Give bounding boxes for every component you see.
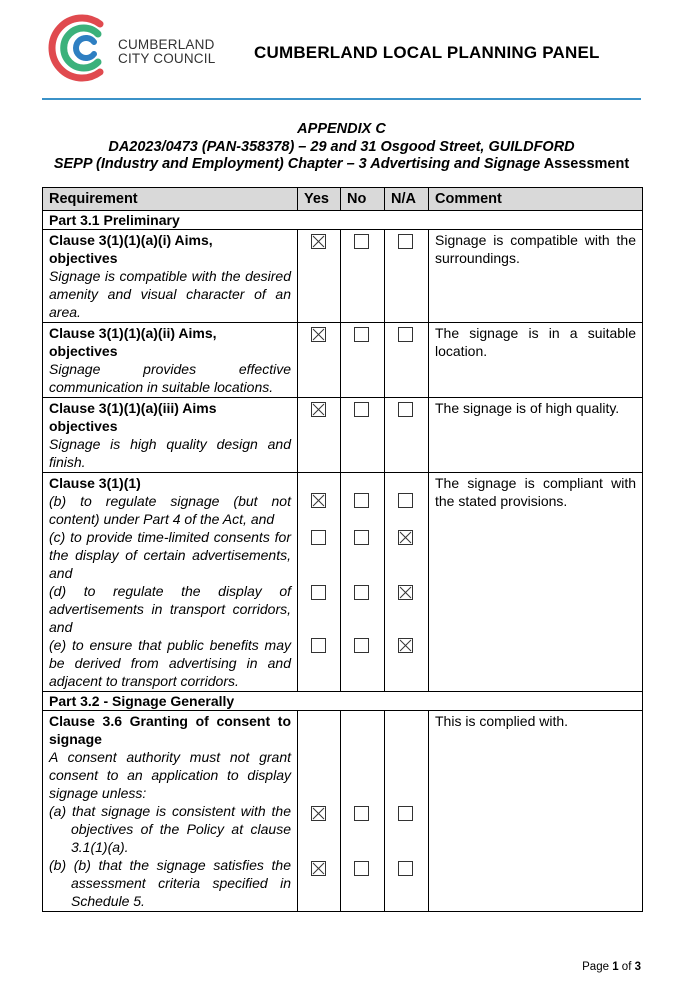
checkbox-icon[interactable] <box>354 638 369 653</box>
condition-b: (b) (b) that the signage satisfies the assessment criteria specified in Schedule 5. <box>49 857 291 909</box>
yes-cell <box>298 473 341 692</box>
section-row <box>43 211 643 230</box>
requirement-cell <box>43 711 298 912</box>
header-comment: Comment <box>429 188 643 211</box>
requirement-text: Signage provides effective communication in suitable locations. <box>49 361 291 395</box>
checkbox-icon[interactable] <box>354 493 369 508</box>
na-cell <box>385 323 429 398</box>
table-row <box>43 323 643 398</box>
header-yes: Yes <box>298 188 341 211</box>
table-row <box>43 473 643 692</box>
na-cell <box>385 230 429 323</box>
na-cell <box>385 711 429 912</box>
requirement-cell <box>43 230 298 323</box>
checkbox-icon[interactable] <box>398 327 413 342</box>
requirement-cell <box>43 398 298 473</box>
clause-title: Clause 3(1)(1)(a)(iii) Aims objectives <box>49 400 217 434</box>
provision-c: (c) to provide time-limited consents for the display of certain advertisements, and <box>49 529 291 581</box>
provision-d: (d) to regulate the display of advertisements in transport corridors, and <box>49 583 291 635</box>
no-cell <box>341 230 385 323</box>
no-cell <box>341 398 385 473</box>
checkbox-icon[interactable] <box>311 585 326 600</box>
checked-box-icon[interactable] <box>311 234 326 249</box>
yes-cell <box>298 323 341 398</box>
checkbox-icon[interactable] <box>398 861 413 876</box>
header-divider <box>42 98 641 100</box>
document-heading <box>42 121 641 174</box>
clause-title: Clause 3(1)(1)(a)(i) Aims, objectives <box>49 232 213 266</box>
checkbox-icon[interactable] <box>398 806 413 821</box>
na-cell <box>385 473 429 692</box>
yes-cell <box>298 230 341 323</box>
requirement-intro: A consent authority must not grant consent to an application to display signage unless: <box>49 749 291 801</box>
requirement-cell <box>43 323 298 398</box>
na-cell <box>385 398 429 473</box>
comment-cell: The signage is in a suitable location. <box>429 323 643 398</box>
table-row <box>43 230 643 323</box>
comment-cell: The signage is compliant with the stated provisions. <box>429 473 643 692</box>
header-na: N/A <box>385 188 429 211</box>
requirement-cell <box>43 473 298 692</box>
checked-box-icon[interactable] <box>398 638 413 653</box>
provision-e: (e) to ensure that public benefits may be derived from advertising in and adjacent to transport corridors. <box>49 637 291 689</box>
checkbox-icon[interactable] <box>398 234 413 249</box>
checked-box-icon[interactable] <box>311 402 326 417</box>
checkbox-icon[interactable] <box>354 806 369 821</box>
comment-cell: The signage is of high quality. <box>429 398 643 473</box>
no-cell <box>341 473 385 692</box>
table-header-row <box>43 188 643 211</box>
checkbox-icon[interactable] <box>354 327 369 342</box>
comment-cell: Signage is compatible with the surroundings. <box>429 230 643 323</box>
checkbox-icon[interactable] <box>354 861 369 876</box>
table-row <box>43 711 643 912</box>
requirement-text: Signage is high quality design and finish. <box>49 436 291 470</box>
section-title: Part 3.1 Preliminary <box>43 211 643 230</box>
provision-b: (b) to regulate signage (but not content) under Part 4 of the Act, and <box>49 493 291 527</box>
condition-a: (a) that signage is consistent with the objectives of the Policy at clause 3.1(1)(a). <box>49 803 291 855</box>
checked-box-icon[interactable] <box>311 861 326 876</box>
header-requirement: Requirement <box>43 188 298 211</box>
da-reference: DA2023/0473 (PAN-358378) – 29 and 31 Osgood Street, GUILDFORD <box>108 138 575 155</box>
logo-wordmark: CUMBERLAND CITY COUNCIL <box>118 37 216 66</box>
section-row <box>43 692 643 711</box>
yes-cell <box>298 398 341 473</box>
yes-cell <box>298 711 341 912</box>
clause-title: Clause 3(1)(1) <box>49 475 141 491</box>
checked-box-icon[interactable] <box>398 585 413 600</box>
checkbox-icon[interactable] <box>311 530 326 545</box>
no-cell <box>341 711 385 912</box>
checkbox-icon[interactable] <box>398 493 413 508</box>
comment-cell: This is complied with. <box>429 711 643 912</box>
checkbox-icon[interactable] <box>311 638 326 653</box>
checked-box-icon[interactable] <box>311 493 326 508</box>
section-title: Part 3.2 - Signage Generally <box>43 692 643 711</box>
cumberland-logo-icon <box>48 14 114 82</box>
page-number: Page 1 of 3 <box>582 961 641 973</box>
checked-box-icon[interactable] <box>398 530 413 545</box>
checkbox-icon[interactable] <box>398 402 413 417</box>
clause-title: Clause 3.6 Granting of consent to signage <box>49 713 291 747</box>
table-row <box>43 398 643 473</box>
no-cell <box>341 323 385 398</box>
assessment-title: SEPP (Industry and Employment) Chapter – 3 Advertising and Signage Assessment <box>53 156 630 172</box>
assessment-table <box>42 187 643 912</box>
checked-box-icon[interactable] <box>311 327 326 342</box>
checkbox-icon[interactable] <box>354 585 369 600</box>
clause-title: Clause 3(1)(1)(a)(ii) Aims, objectives <box>49 325 217 359</box>
checkbox-icon[interactable] <box>354 234 369 249</box>
checkbox-icon[interactable] <box>354 402 369 417</box>
header-no: No <box>341 188 385 211</box>
panel-title: CUMBERLAND LOCAL PLANNING PANEL <box>254 43 600 62</box>
checked-box-icon[interactable] <box>311 806 326 821</box>
requirement-text: Signage is compatible with the desired amenity and visual character of an area. <box>49 268 291 320</box>
appendix-label: APPENDIX C <box>297 121 386 137</box>
checkbox-icon[interactable] <box>354 530 369 545</box>
